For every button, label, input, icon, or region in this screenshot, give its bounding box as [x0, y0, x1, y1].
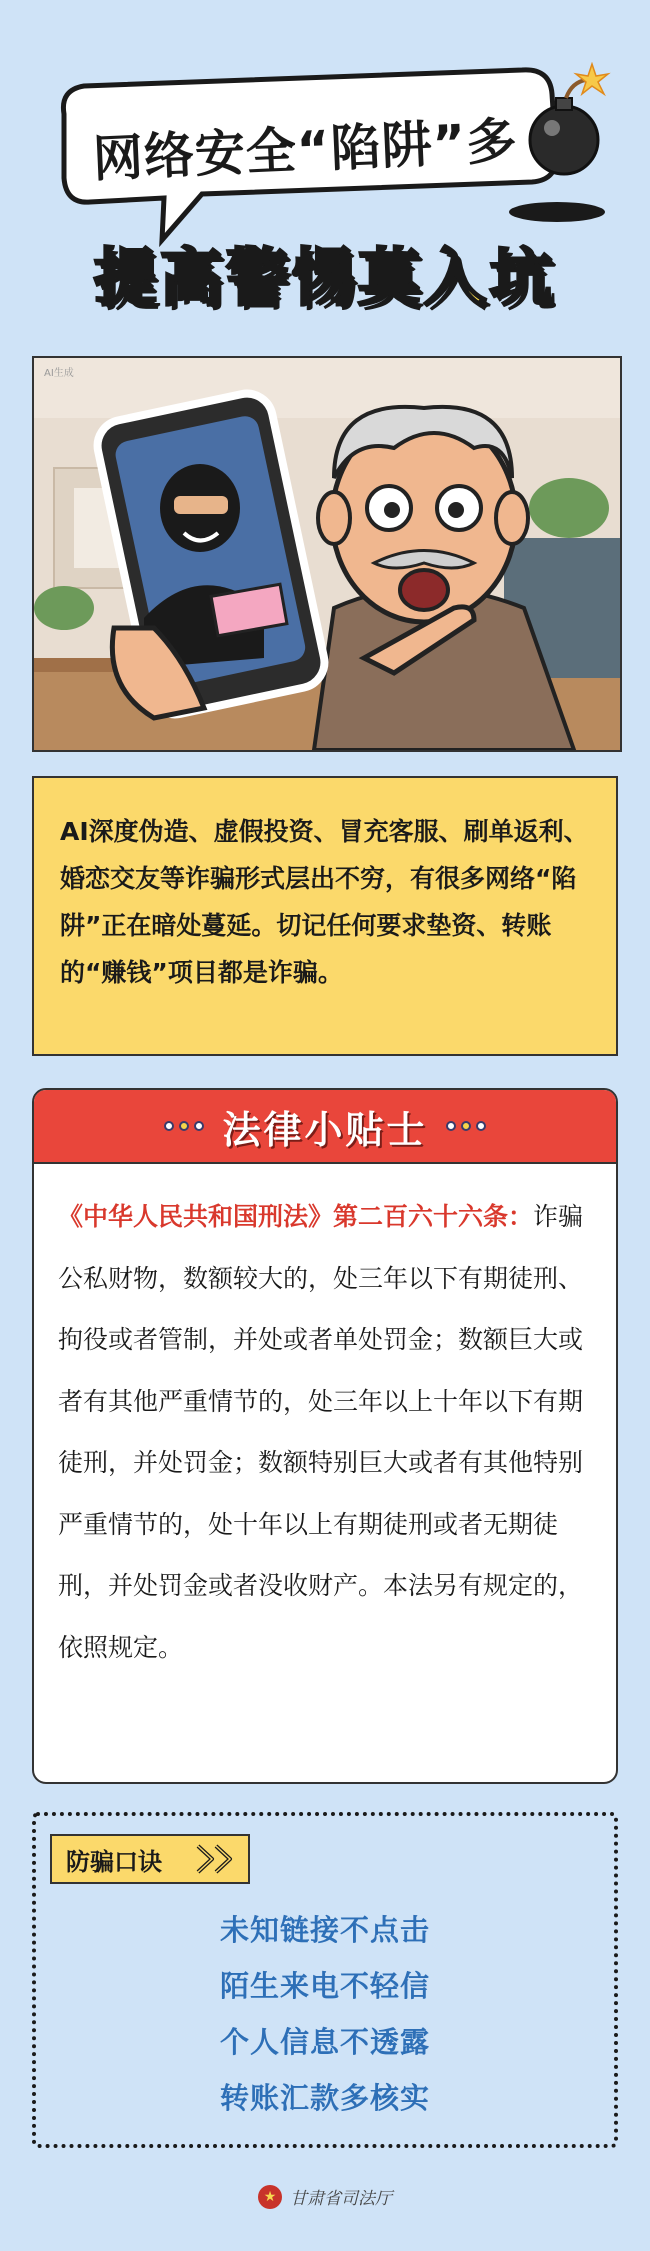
- footer-org: 甘肃省司法厅: [290, 2189, 392, 2209]
- illustration-scam-phone: [32, 356, 622, 752]
- law-tips-card: [32, 1088, 618, 1784]
- decor-dots-right: [446, 1121, 486, 1131]
- decor-dots-left: [164, 1121, 204, 1131]
- ai-watermark: AI生成: [44, 368, 74, 379]
- dot-icon: [164, 1121, 174, 1131]
- anti-fraud-tag-label: 防骗口诀: [66, 1847, 162, 1876]
- dot-icon: [476, 1121, 486, 1131]
- dot-icon: [194, 1121, 204, 1131]
- footer: [0, 2184, 650, 2209]
- hole-icon: [509, 202, 605, 222]
- tip-line: 转账汇款多核实: [219, 2081, 430, 2115]
- law-tips-title: 法律小贴士: [222, 1107, 428, 1152]
- warning-text: AI深度伪造、虚假投资、冒充客服、刷单返利、婚恋交友等诈骗形式层出不穷，有很多网络“陷阱”正在暗处蔓延。切记任何要求垫资、转账的“赚钱”项目都是诈骗。: [32, 776, 618, 1056]
- law-reference: 《中华人民共和国刑法》第二百六十六条：: [58, 1202, 534, 1231]
- dot-icon: [446, 1121, 456, 1131]
- tip-line: 未知链接不点击: [219, 1913, 430, 1947]
- tip-line: 陌生来电不轻信: [219, 1969, 430, 2003]
- scam-phone-illustration: [34, 358, 620, 750]
- dot-icon: [461, 1121, 471, 1131]
- law-body: 诈骗公私财物，数额较大的，处三年以下有期徒刑、拘役或者管制，并处或者单处罚金；数额巨大或者有其他严重情节的，处三年以上十年以下有期徒刑，并处罚金；数额特别巨大或者有其他特别严重情节的，处十年以上有期徒刑或者无期徒刑，并处罚金或者没收财产。本法另有规定的，依照规定。: [58, 1202, 584, 1662]
- law-article-text: [34, 1164, 616, 1678]
- title-line-2: 提高警惕莫入坑: [93, 241, 556, 314]
- double-chevron-icon: [192, 1842, 244, 1876]
- law-tips-header: [34, 1090, 616, 1164]
- anti-fraud-box: [32, 1812, 618, 2148]
- tip-line: 个人信息不透露: [219, 2025, 430, 2059]
- dot-icon: [179, 1121, 189, 1131]
- emblem-icon: ★: [258, 2185, 282, 2209]
- anti-fraud-tag: [50, 1834, 250, 1884]
- title-line-1: 网络安全“陷阱”多: [91, 111, 519, 189]
